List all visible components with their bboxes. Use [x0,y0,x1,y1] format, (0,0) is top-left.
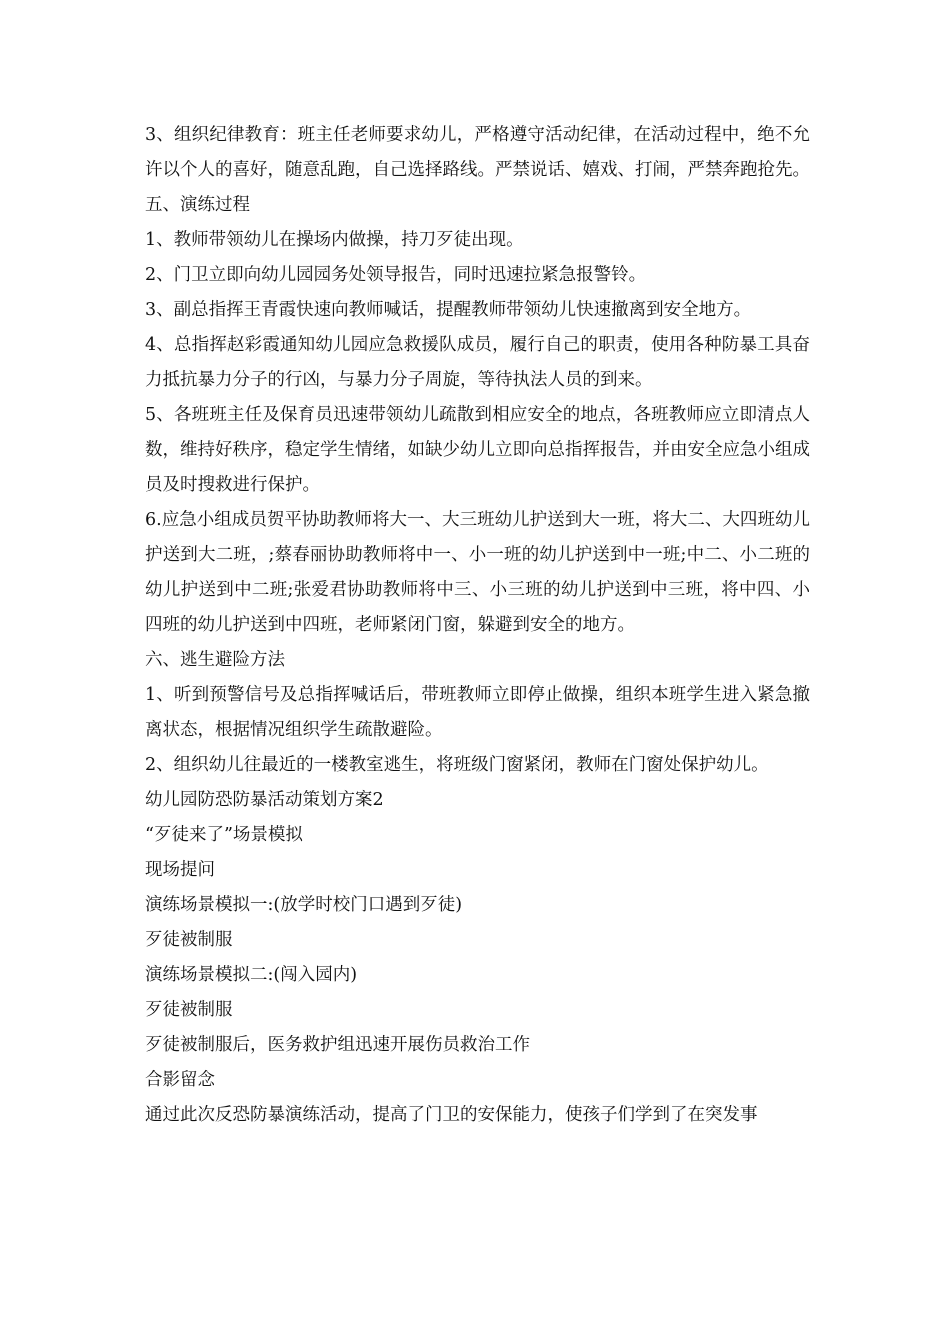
paragraph-conclusion: 通过此次反恐防暴演练活动，提高了门卫的安保能力，使孩子们学到了在突发事 [145,1105,758,1125]
paragraph-escape-1: 1、听到预警信号及总指挥喊话后，带班教师立即停止做操，组织本班学生进入紧急撤离状态，根据情况组织学生疏散避险。 [145,685,810,740]
document-body [145,118,810,1133]
section-heading-escape-methods: 六、逃生避险方法 [145,650,285,670]
section-heading-drill-process: 五、演练过程 [145,195,250,215]
caption-subdued-1: 歹徒被制服 [145,930,233,950]
scenario-title: “歹徒来了”场景模拟 [145,825,303,845]
paragraph-step-1: 1、教师带领幼儿在操场内做操，持刀歹徒出现。 [145,230,524,250]
paragraph-step-3: 3、副总指挥王青霞快速向教师喊话，提醒教师带领幼儿快速撤离到安全地方。 [145,300,752,320]
paragraph-step-4: 4、总指挥赵彩霞通知幼儿园应急救援队成员，履行自己的职责，使用各种防暴工具奋力抵抗暴力分子的行凶，与暴力分子周旋，等待执法人员的到来。 [145,335,810,390]
plan-title-2: 幼儿园防恐防暴活动策划方案2 [145,790,384,810]
paragraph-step-2: 2、门卫立即向幼儿园园务处领导报告，同时迅速拉紧急报警铃。 [145,265,647,285]
caption-scenario-1: 演练场景模拟一:(放学时校门口遇到歹徒) [145,895,463,915]
paragraph-step-6: 6.应急小组成员贺平协助教师将大一、大三班幼儿护送到大一班，将大二、大四班幼儿护送到大二班，;蔡春丽协助教师将中一、小一班的幼儿护送到中一班;中二、小二班的幼儿护送到中二班;张爱君协助教师将中三、小三班的幼儿护送到中三班，将中四、小四班的幼儿护送到中四班，老师紧闭门窗，躲避到安全的地方。 [145,510,810,635]
paragraph-escape-2: 2、组织幼儿往最近的一楼教室逃生，将班级门窗紧闭，教师在门窗处保护幼儿。 [145,755,769,775]
caption-scenario-2: 演练场景模拟二:(闯入园内) [145,965,358,985]
caption-medical-rescue: 歹徒被制服后，医务救护组迅速开展伤员救治工作 [145,1035,530,1055]
paragraph-discipline-education: 3、组织纪律教育：班主任老师要求幼儿，严格遵守活动纪律，在活动过程中，绝不允许以个人的喜好，随意乱跑，自己选择路线。严禁说话、嬉戏、打闹，严禁奔跑抢先。 [145,125,810,180]
caption-subdued-2: 歹徒被制服 [145,1000,233,1020]
paragraph-step-5: 5、各班班主任及保育员迅速带领幼儿疏散到相应安全的地点，各班教师应立即清点人数，维持好秩序，稳定学生情绪，如缺少幼儿立即向总指挥报告，并由安全应急小组成员及时搜救进行保护。 [145,405,810,495]
caption-onsite-questions: 现场提问 [145,860,215,880]
caption-group-photo: 合影留念 [145,1070,215,1090]
